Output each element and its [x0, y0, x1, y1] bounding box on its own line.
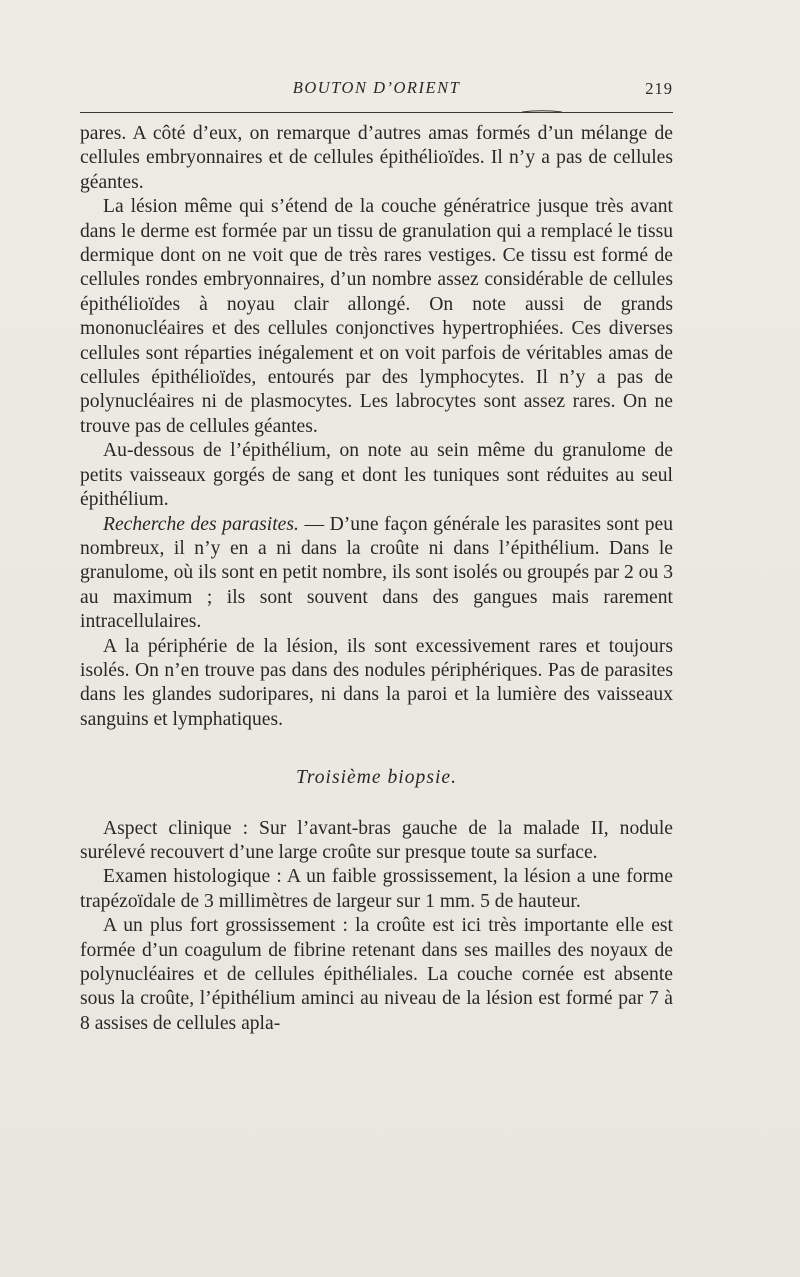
paragraph-4-text: — D’une façon générale les parasites sont peu nombreux, il n’y en a ni dans la croûte ni dans l’épithélium. Dans le granulome, où ils sont en petit nombre, ils sont isolés ou groupés par 2 ou 3 au maximum ; ils sont souvent dans des gangues mais rarement intracellulaires.: [80, 513, 673, 633]
paragraph-4-heading: Recherche des parasites.: [103, 513, 299, 535]
paragraph-8: A un plus fort grossissement : la croûte est ici très importante elle est formée d’un coagulum de fibrine retenant dans ses mailles des noyaux de polynucléaires et de cellules épithéliales. La couche cornée est absente sous la croûte, l’épithélium aminci au niveau de la lésion est formé par 7 à 8 assises de cellules apla-: [80, 915, 673, 1034]
body-text: [80, 122, 673, 1036]
paragraph-3: Au-dessous de l’épithélium, on note au sein même du granulome de petits vaisseaux gorgés de sang et dont les tuniques sont réduites au seul épithélium.: [80, 440, 673, 511]
paragraph-1: pares. A côté d’eux, on remarque d’autres amas formés d’un mélange de cellules embryonnaires et de cellules épithélioïdes. Il n’y a pas de cellules géantes.: [80, 123, 673, 193]
paragraph-6: Aspect clinique : Sur l’avant-bras gauche de la malade II, nodule surélevé recouvert d’une large croûte sur presque toute sa surface.: [80, 817, 673, 863]
section-title: Troisième biopsie.: [296, 767, 457, 789]
paragraph-4: [80, 513, 673, 635]
paragraph-5: A la périphérie de la lésion, ils sont excessivement rares et toujours isolés. On n’en trouve pas dans des nodules périphériques. Pas de parasites dans les glandes sudoripares, ni dans la paroi et la lumière des vaisseaux sanguins et lymphatiques.: [80, 635, 673, 730]
page-header: [80, 76, 673, 100]
paragraph-7: Examen histologique : A un faible grossissement, la lésion a une forme trapézoïdale de 3 millimètres de largeur sur 1 mm. 5 de hauteur.: [80, 866, 673, 912]
header-rule: [80, 112, 673, 113]
rule-ornament: [522, 109, 562, 114]
page-number: 219: [645, 79, 673, 98]
paragraph-2: La lésion même qui s’étend de la couche génératrice jusque très avant dans le derme est formée par un tissu de granulation qui a remplacé le tissu dermique dont on ne voit que de très rares vestiges. Ce tissu est formé de cellules rondes embryonnaires, d’un nombre assez considérable de cellules épithélioïdes à noyau clair allongé. On note aussi de grands mononucléaires et des cellules conjonctives hypertrophiées. Ces diverses cellules sont réparties inégalement et on voit parfois de véritables amas de cellules épithélioïdes, entourés par des lymphocytes. Il n’y a pas de polynucléaires ni de plasmocytes. Les labrocytes sont assez rares. On ne trouve pas de cellules géantes.: [80, 196, 673, 437]
running-title: BOUTON D’ORIENT: [292, 78, 461, 97]
